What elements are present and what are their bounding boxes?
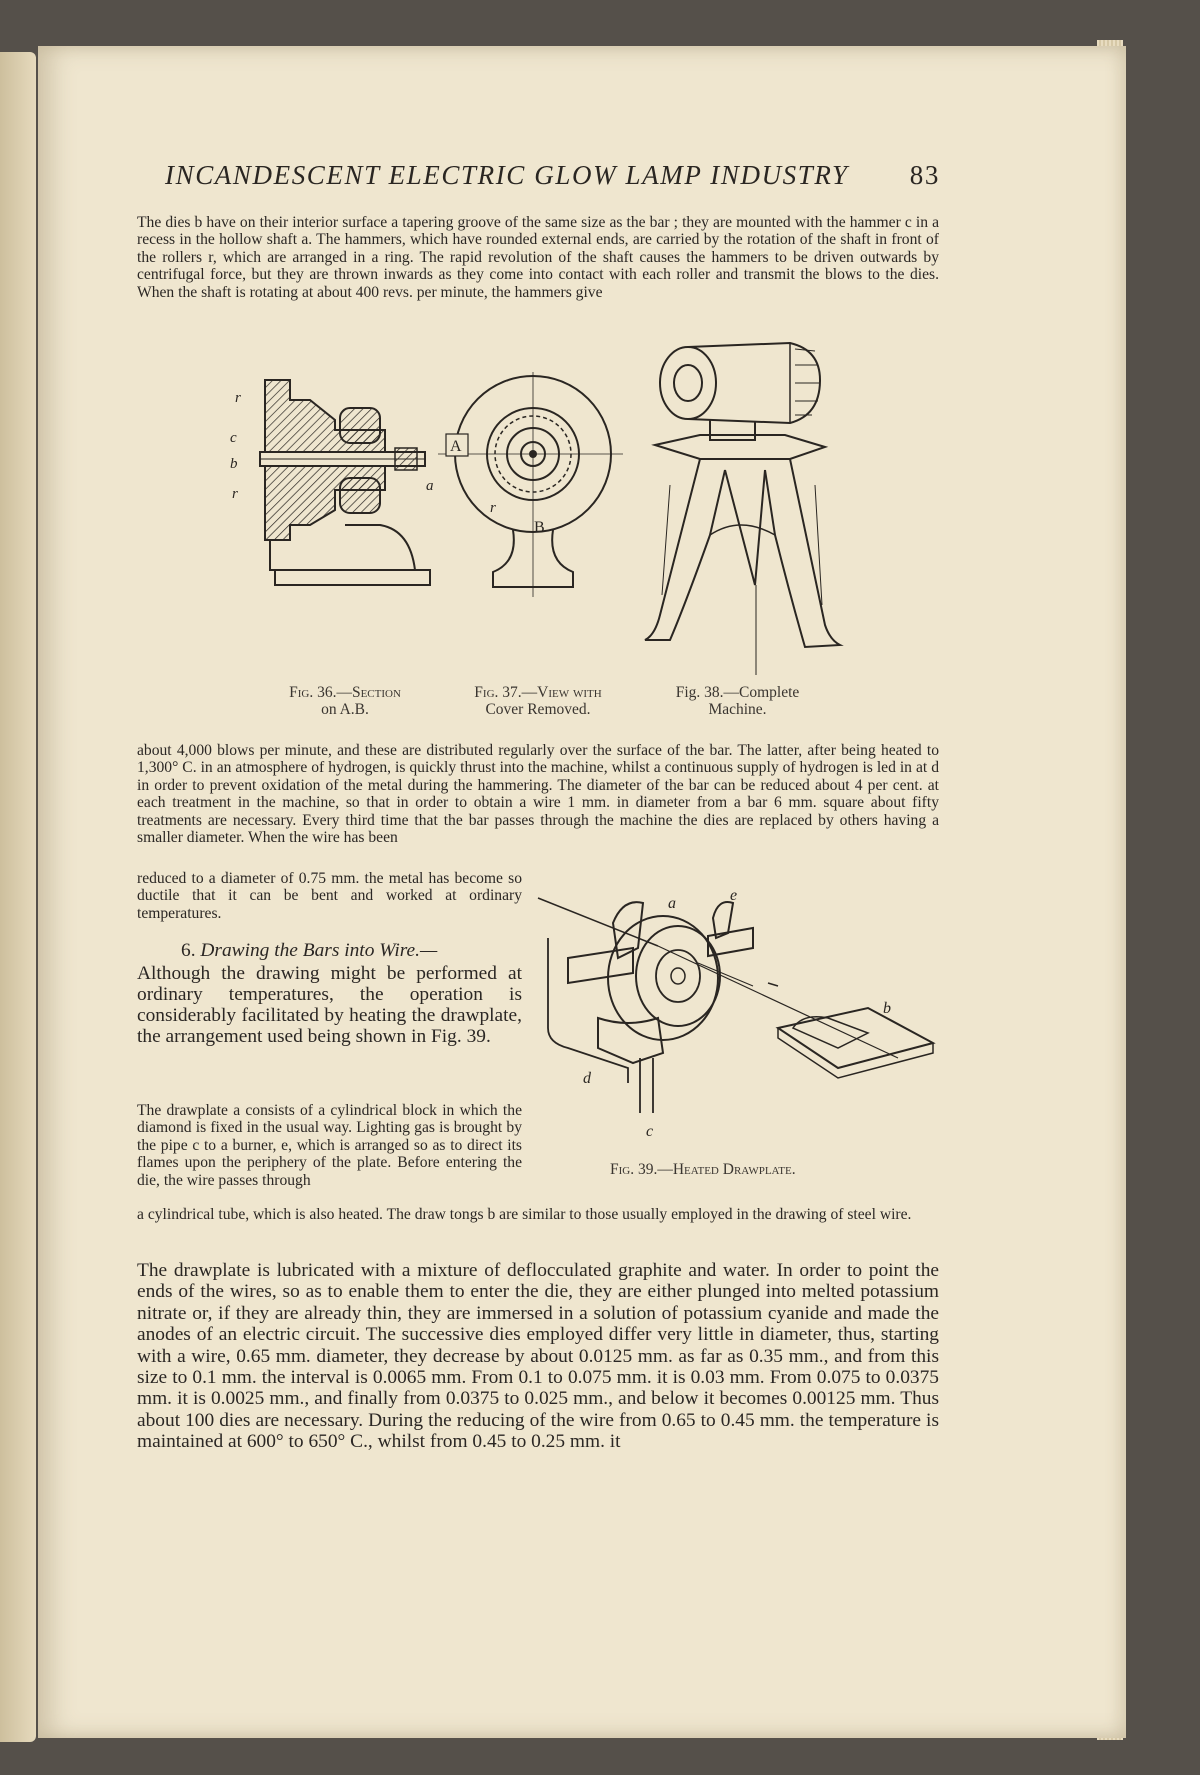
fig36-caption-line2: on A.B. <box>321 701 369 718</box>
fig37-caption-line2: Cover Removed. <box>485 701 591 718</box>
fig38-caption <box>650 684 825 718</box>
fig37-label-r: r <box>490 500 496 516</box>
fig37-label-B: B <box>534 519 545 536</box>
paragraph-4: The drawplate a consists of a cylindrical block in which the diamond is fixed in the usual way. Lighting gas is brought by the pipe c to a burner, e, which is arranged so as to direct its flames upon the periphery of the plate. Before entering the die, the wire passes through <box>137 1102 522 1189</box>
section-heading-number: 6. <box>181 940 196 961</box>
paragraph-3: Although the drawing might be performed at ordinary temperatures, the operation is considerably facilitated by heating the drawplate, the arrangement used being shown in Fig. 39. <box>137 963 522 1047</box>
fig36-section-drawing <box>230 370 445 595</box>
running-header <box>165 160 940 191</box>
section-heading <box>181 940 521 961</box>
fig38-caption-line2: Machine. <box>708 701 767 718</box>
fig36-label-a: a <box>426 478 434 494</box>
fig39-label-d: d <box>583 1070 591 1087</box>
fig36-label-r-bottom: r <box>232 486 238 502</box>
fig39-heated-drawplate-drawing <box>538 878 943 1143</box>
page-number: 83 <box>909 160 940 190</box>
fig37-caption <box>448 684 628 718</box>
fig39-label-a: a <box>668 895 676 912</box>
facing-page-edge <box>0 52 36 1742</box>
section-heading-title: Drawing the Bars into Wire.— <box>200 940 438 961</box>
fig36-label-r-top: r <box>235 390 241 406</box>
running-title: INCANDESCENT ELECTRIC GLOW LAMP INDUSTRY <box>165 160 849 190</box>
fig36-caption-line1: Fig. 36.—Section <box>289 684 401 701</box>
paragraph-1: The dies b have on their interior surface a tapering groove of the same size as the bar ; they are mounted with the hammer c in a recess in the hollow shaft a. The hammers, which have rounded external ends, are carried by the rotation of the shaft in front of the rollers r, which are arranged in a ring. The rapid revolution of the shaft causes the hammers to be driven outwards by centrifugal force, but they are thrown inwards as they come into contact with each roller and transmit the blows to the dies. When the shaft is rotating at about 400 revs. per minute, the hammers give <box>137 214 939 301</box>
fig39-label-b: b <box>883 1000 891 1017</box>
paragraph-4-continued: a cylindrical tube, which is also heated. The draw tongs b are similar to those usually employed in the drawing of steel wire. <box>137 1206 912 1223</box>
fig38-complete-machine-drawing <box>640 335 855 685</box>
fig37-label-A: A <box>450 438 462 455</box>
fig36-caption <box>265 684 425 718</box>
fig37-front-view-drawing <box>438 372 623 597</box>
fig36-label-b: b <box>230 456 238 472</box>
fig39-caption: Fig. 39.—Heated Drawplate. <box>610 1161 796 1178</box>
paragraph-2: about 4,000 blows per minute, and these are distributed regularly over the surface of the bar. The latter, after being heated to 1,300° C. in an atmosphere of hydrogen, is quickly thrust into the machine, whilst a continuous supply of hydrogen is led in at d in order to prevent oxidation of the metal during the hammering. The diameter of the bar can be reduced about 4 per cent. at each treatment in the machine, so that in order to obtain a wire 1 mm. in diameter from a bar 6 mm. square about fifty treatments are necessary. Every third time that the bar passes through the machine the dies are replaced by others having a smaller diameter. When the wire has been <box>137 742 939 847</box>
paragraph-2-continued: reduced to a diameter of 0.75 mm. the metal has become so ductile that it can be bent and worked at ordinary temperatures. <box>137 870 522 922</box>
fig39-label-e: e <box>730 887 738 904</box>
fig37-caption-line1: Fig. 37.—View with <box>474 684 602 701</box>
fig39-label-c: c <box>646 1123 654 1140</box>
fig36-label-c: c <box>230 430 237 446</box>
paragraph-5: The drawplate is lubricated with a mixture of deflocculated graphite and water. In order to point the ends of the wires, so as to enable them to enter the die, they are either plunged into melted potassium nitrate or, if they are already thin, they are immersed in a solution of potassium cyanide and made the anodes of an electric circuit. The successive dies employed differ very little in diameter, thus, starting with a wire, 0.65 mm. diameter, they decrease by about 0.0125 mm. as far as 0.35 mm., and from this size to 0.1 mm. the interval is 0.0065 mm. From 0.1 to 0.075 mm. it is 0.03 mm. From 0.075 to 0.0375 mm. it is 0.0025 mm., and finally from 0.0375 to 0.025 mm., and below it becomes 0.00125 mm. Thus about 100 dies are necessary. During the reducing of the wire from 0.65 to 0.45 mm. the temperature is maintained at 600° to 650° C., whilst from 0.45 to 0.25 mm. it <box>137 1260 939 1453</box>
fig38-caption-line1: Fig. 38.—Complete <box>675 684 800 701</box>
